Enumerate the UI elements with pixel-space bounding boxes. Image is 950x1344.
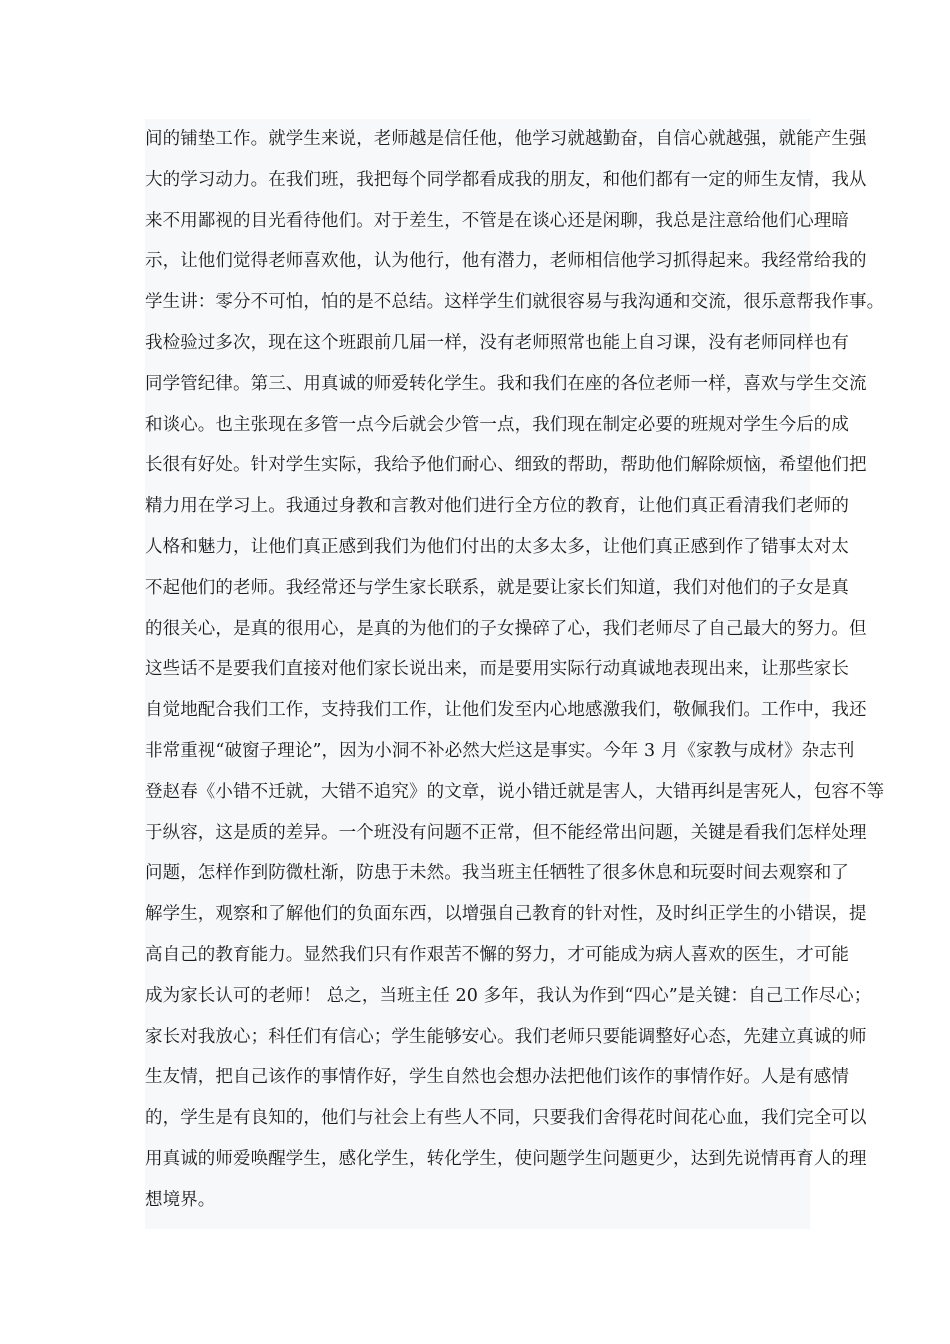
text-line: 成为家长认可的老师！ 总之，当班主任 20 多年，我认为作到“四心”是关键：自己工作尽心；	[145, 985, 872, 1006]
text-line: 非常重视“破窗子理论”，因为小洞不补必然大烂这是事实。今年 3 月《家教与成材》杂志刊	[145, 740, 855, 761]
text-line: 学生讲：零分不可怕，怕的是不总结。这样学生们就很容易与我沟通和交流，很乐意帮我作事。	[145, 292, 885, 313]
text-line: 间的铺垫工作。就学生来说，老师越是信任他，他学习就越勤奋，自信心就越强，就能产生强	[145, 129, 867, 149]
text-line: 想境界。	[145, 1189, 216, 1210]
text-line: 的，学生是有良知的，他们与社会上有些人不同，只要我们舍得花时间花心血，我们完全可以	[145, 1108, 867, 1129]
text-line: 登赵春《小错不迁就，大错不追究》的文章，说小错迁就是害人，大错再纠是害死人，包容不等	[145, 781, 885, 802]
text-line: 来不用鄙视的目光看待他们。对于差生，不管是在谈心还是闲聊，我总是注意给他们心理暗	[145, 210, 849, 231]
text-line: 同学管纪律。第三、用真诚的师爱转化学生。我和我们在座的各位老师一样，喜欢与学生交流	[145, 373, 867, 394]
body-text	[145, 119, 885, 1229]
text-line: 用真诚的师爱唤醒学生，感化学生，转化学生，使问题学生问题更少，达到先说情再育人的理	[145, 1148, 867, 1169]
text-line: 和谈心。也主张现在多管一点今后就会少管一点，我们现在制定必要的班规对学生今后的成	[145, 414, 849, 435]
text-line: 精力用在学习上。我通过身教和言教对他们进行全方位的教育，让他们真正看清我们老师的	[145, 496, 849, 517]
text-line: 这些话不是要我们直接对他们家长说出来，而是要用实际行动真诚地表现出来，让那些家长	[145, 659, 849, 680]
text-line: 解学生，观察和了解他们的负面东西，以增强自己教育的针对性，及时纠正学生的小错误，提	[145, 904, 867, 925]
text-line: 于纵容，这是质的差异。一个班没有问题不正常，但不能经常出问题，关键是看我们怎样处理	[145, 822, 867, 843]
text-line: 我检验过多次，现在这个班跟前几届一样，没有老师照常也能上自习课，没有老师同样也有	[145, 332, 849, 353]
text-line: 的很关心，是真的很用心，是真的为他们的子女操碎了心，我们老师尽了自己最大的努力。但	[145, 618, 867, 639]
text-line: 家长对我放心；科任们有信心；学生能够安心。我们老师只要能调整好心态，先建立真诚的师	[145, 1026, 867, 1047]
text-line: 不起他们的老师。我经常还与学生家长联系，就是要让家长们知道，我们对他们的子女是真	[145, 577, 849, 598]
text-line: 示，让他们觉得老师喜欢他，认为他行，他有潜力，老师相信他学习抓得起来。我经常给我的	[145, 251, 867, 272]
text-line: 高自己的教育能力。显然我们只有作艰苦不懈的努力，才可能成为病人喜欢的医生，才可能	[145, 944, 849, 965]
text-line: 生友情，把自己该作的事情作好，学生自然也会想办法把他们该作的事情作好。人是有感情	[145, 1067, 849, 1088]
text-line: 人格和魅力，让他们真正感到我们为他们付出的太多太多，让他们真正感到作了错事太对太	[145, 536, 849, 557]
text-line: 长很有好处。针对学生实际，我给予他们耐心、细致的帮助，帮助他们解除烦恼，希望他们把	[145, 455, 867, 476]
text-line: 大的学习动力。在我们班，我把每个同学都看成我的朋友，和他们都有一定的师生友情，我从	[145, 169, 867, 190]
text-line: 问题，怎样作到防微杜渐，防患于未然。我当班主任牺牲了很多休息和玩耍时间去观察和了	[145, 863, 849, 884]
text-line: 自觉地配合我们工作，支持我们工作，让他们发至内心地感激我们，敬佩我们。工作中，我还	[145, 700, 867, 721]
